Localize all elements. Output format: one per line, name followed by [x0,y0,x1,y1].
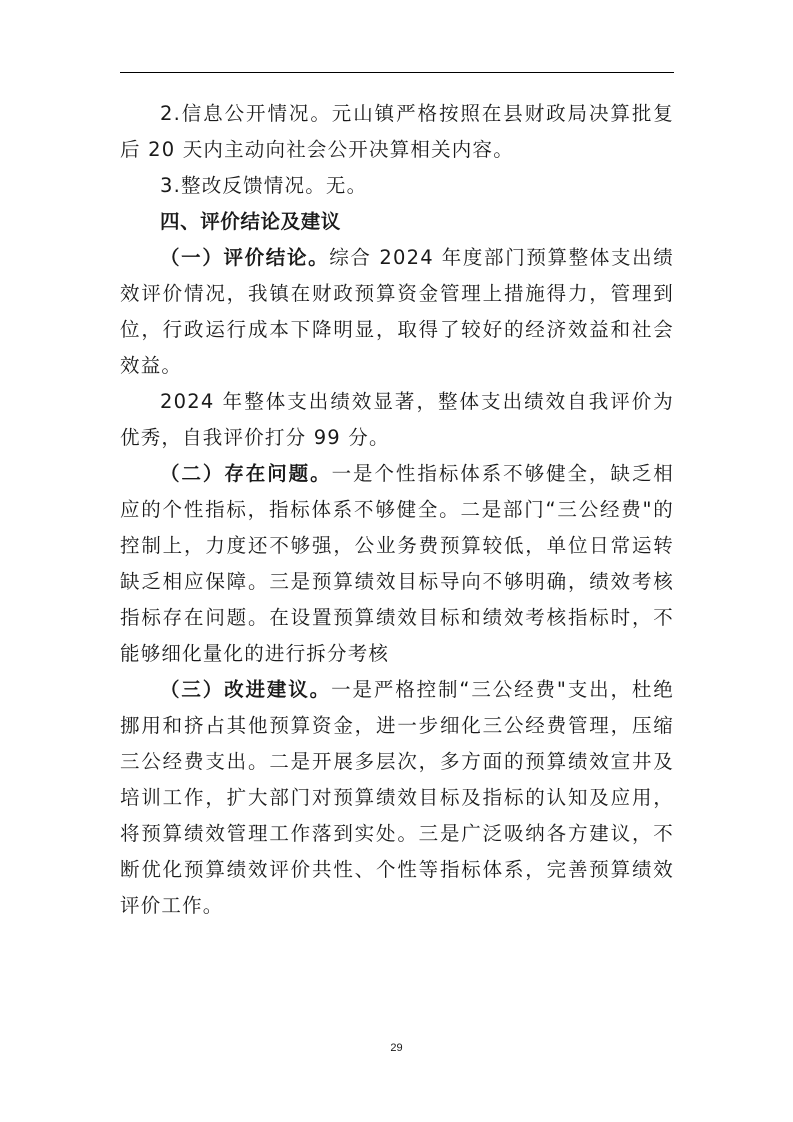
paragraph-info-disclosure [120,96,674,168]
paragraph-text: 综合 2024 年度部门预算整体支出绩效评价情况，我镇在财政预算资金管理上措施得力，管理到位，行政运行成本下降明显，取得了较好的经济效益和社会效益。 [120,246,674,377]
page-number: 29 [390,1042,403,1054]
paragraph-text: 一是个性指标体系不够健全，缺乏相应的个性指标，指标体系不够健全。二是部门“三公经费"的控制上，力度还不够强，公业务费预算较低，单位日常运转缺乏相应保障。三是预算绩效目标导向不够明确，绩效考核指标存在问题。在设置预算绩效目标和绩效考核指标时，不能够细化量化的进行拆分考核 [120,462,675,665]
subsection-title: （二）存在问题。 [160,462,332,485]
paragraph-improvement-suggestions [120,672,674,924]
subsection-title: （一）评价结论。 [160,246,330,269]
section-title: 四、评价结论及建议 [160,210,341,233]
paragraph-text: 3.整改反馈情况。无。 [160,174,368,197]
paragraph-evaluation-conclusion [120,240,674,384]
paragraph-text: 2.信息公开情况。元山镇严格按照在县财政局决算批复后 20 天内主动向社会公开决算相关内容。 [120,102,674,161]
page-content [120,96,674,924]
header-rule [120,72,674,73]
paragraph-self-evaluation [120,384,674,456]
paragraph-rectification [120,168,674,204]
subsection-title: （三）改进建议。 [160,678,332,701]
section-heading-conclusion [120,204,674,240]
paragraph-existing-problems [120,456,674,672]
paragraph-text: 2024 年整体支出绩效显著，整体支出绩效自我评价为优秀，自我评价打分 99 分。 [120,390,674,449]
paragraph-text: 一是严格控制“三公经费"支出，杜绝挪用和挤占其他预算资金，进一步细化三公经费管理，压缩三公经费支出。二是开展多层次，多方面的预算绩效宣井及培训工作，扩大部门对预算绩效目标及指标的认知及应用，将预算绩效管理工作落到实处。三是广泛吸纳各方建议，不断优化预算绩效评价共性、个性等指标体系，完善预算绩效评价工作。 [120,678,674,917]
